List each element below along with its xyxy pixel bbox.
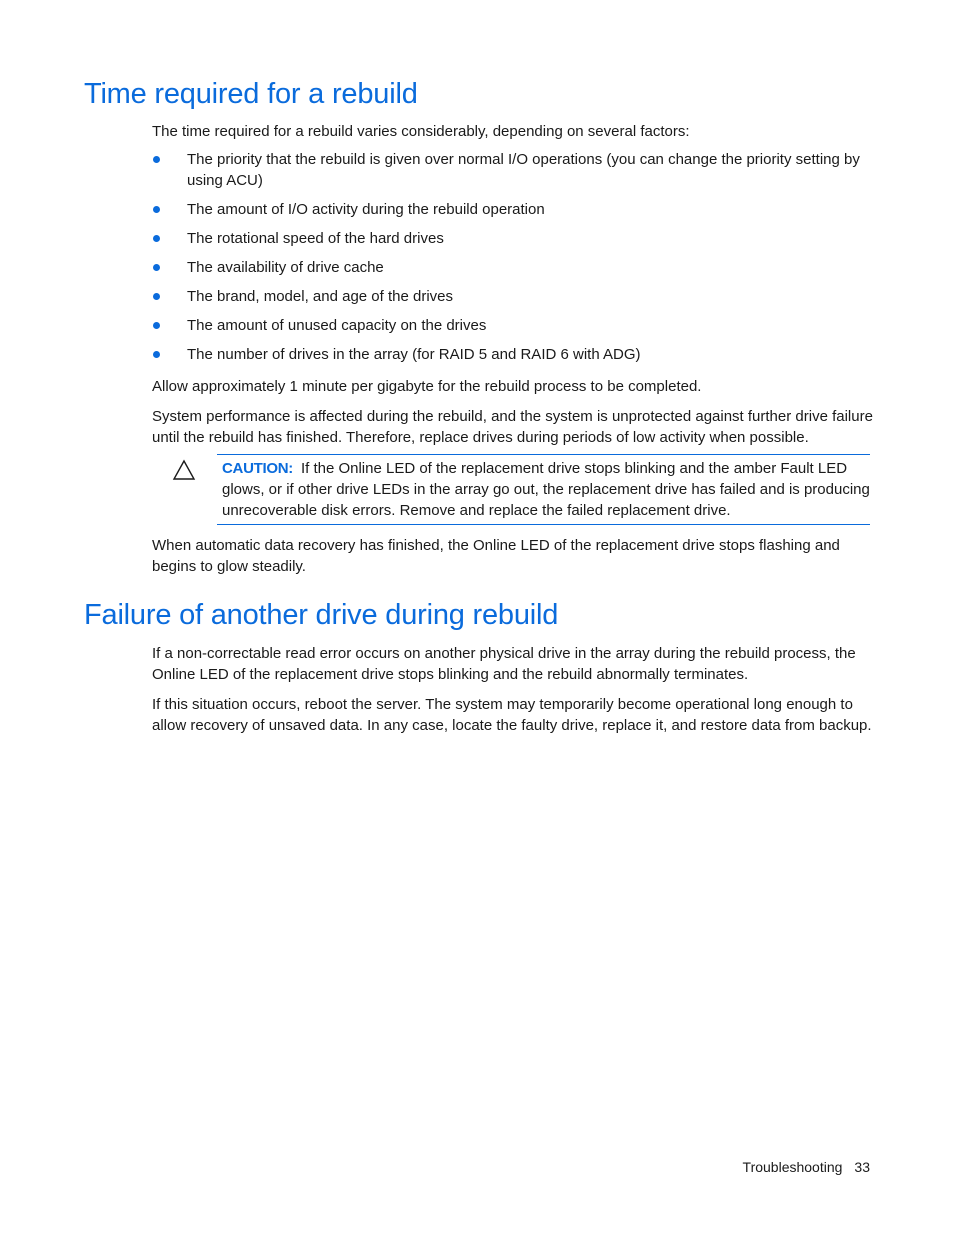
page-number: 33: [854, 1159, 870, 1175]
bullet-dot-icon: [153, 264, 160, 271]
section-heading-rebuild-time: Time required for a rebuild: [84, 78, 418, 110]
section-heading-drive-failure: Failure of another drive during rebuild: [84, 599, 559, 631]
list-item: The number of drives in the array (for RAID 5 and RAID 6 with ADG): [152, 344, 872, 365]
allow-paragraph: Allow approximately 1 minute per gigabyte for the rebuild process to be completed.: [152, 378, 702, 395]
caution-text: If the Online LED of the replacement drive stops blinking and the amber Fault LED glows, or if other drive LEDs in the array go out, the replacement drive has failed and is producing unrecoverable disk errors. Remove and replace the failed replacement drive.: [222, 460, 870, 519]
bullet-dot-icon: [153, 235, 160, 242]
list-item: The amount of I/O activity during the rebuild operation: [152, 199, 872, 220]
bullet-dot-icon: [153, 156, 160, 163]
reboot-paragraph: If this situation occurs, reboot the server. The system may temporarily become operational long enough to allow recovery of unsaved data. In any case, locate the faulty drive, replace it, and restore data from backup.: [152, 696, 872, 734]
automatic-recovery-paragraph: When automatic data recovery has finished, the Online LED of the replacement drive stops flashing and begins to glow steadily.: [152, 537, 840, 575]
bullet-dot-icon: [153, 293, 160, 300]
bullet-dot-icon: [153, 206, 160, 213]
list-item: The rotational speed of the hard drives: [152, 228, 872, 249]
list-item: The brand, model, and age of the drives: [152, 286, 872, 307]
list-item: The availability of drive cache: [152, 257, 872, 278]
read-error-paragraph: If a non-correctable read error occurs on another physical drive in the array during the rebuild process, the Online LED of the replacement drive stops blinking and the rebuild abnormally terminates.: [152, 645, 856, 683]
bullet-dot-icon: [153, 351, 160, 358]
caution-box: [217, 454, 870, 525]
list-item: The amount of unused capacity on the drives: [152, 315, 872, 336]
footer-section-title: Troubleshooting: [742, 1159, 843, 1175]
factors-list: [152, 149, 872, 373]
warning-triangle-icon: [172, 459, 196, 481]
list-item: The priority that the rebuild is given over normal I/O operations (you can change the priority setting by using ACU): [152, 149, 872, 191]
caution-label: CAUTION:: [222, 460, 293, 477]
system-performance-paragraph: System performance is affected during the rebuild, and the system is unprotected against further drive failure until the rebuild has finished. Therefore, replace drives during periods of low activity when possible.: [152, 408, 873, 446]
intro-paragraph: The time required for a rebuild varies considerably, depending on several factors:: [152, 123, 690, 140]
page-footer: [743, 1158, 870, 1176]
bullet-dot-icon: [153, 322, 160, 329]
